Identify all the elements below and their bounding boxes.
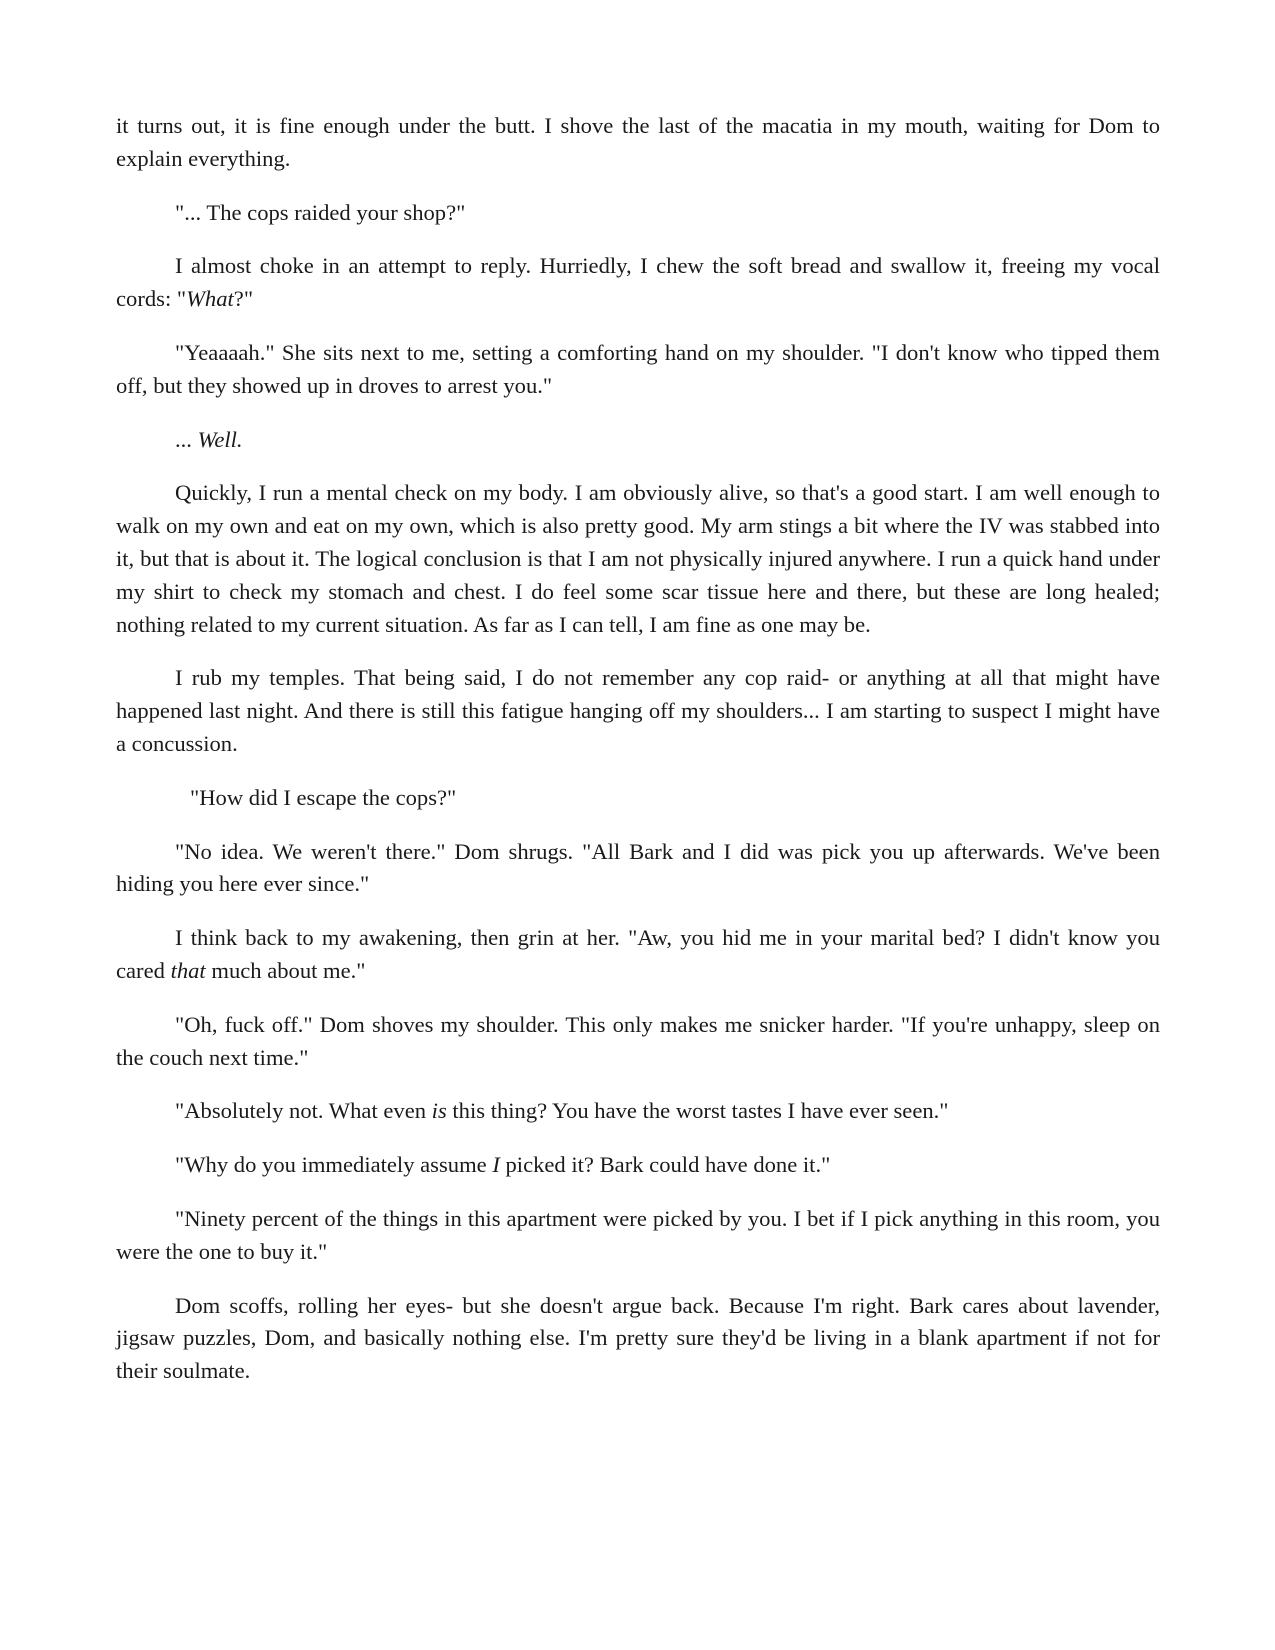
paragraph (116, 782, 1160, 815)
text-span: I rub my temples. That being said, I do not remember any cop raid- or anything at all that might have happened last night. And there is still this fatigue hanging off my shoulders... I am starting to suspect I might have a concussion. (116, 665, 1160, 756)
paragraph (116, 477, 1160, 641)
italic-text-span: is (431, 1098, 447, 1124)
italic-text-span: Well. (197, 426, 243, 452)
paragraph (116, 1203, 1160, 1269)
text-span: "Why do you immediately assume (175, 1152, 493, 1178)
text-span: "Absolutely not. What even (175, 1098, 432, 1124)
paragraph (116, 662, 1160, 760)
paragraph (116, 1009, 1160, 1075)
text-span: "Ninety percent of the things in this apartment were picked by you. I bet if I pick anything in this room, you were the one to buy it." (116, 1205, 1160, 1264)
body-text (116, 110, 1160, 1409)
paragraph (116, 424, 1160, 457)
text-span: "How did I escape the cops?" (190, 784, 457, 810)
text-span: ... (175, 426, 198, 452)
paragraph (116, 1149, 1160, 1182)
paragraph (116, 110, 1160, 176)
text-span: much about me." (205, 957, 366, 983)
text-span: "... The cops raided your shop?" (175, 199, 466, 225)
paragraph (116, 922, 1160, 988)
text-span: I almost choke in an attempt to reply. Hurriedly, I chew the soft bread and swallow it, freeing my vocal cords: " (116, 253, 1160, 312)
text-span: "No idea. We weren't there." Dom shrugs. "All Bark and I did was pick you up afterwards. We've been hiding you here ever since." (116, 838, 1160, 897)
text-span: this thing? You have the worst tastes I have ever seen." (446, 1098, 949, 1124)
paragraph (116, 197, 1160, 230)
text-span: it turns out, it is fine enough under the butt. I shove the last of the macatia in my mouth, waiting for Dom to explain everything. (116, 113, 1160, 171)
text-span: ?" (233, 286, 254, 312)
text-span: "Oh, fuck off." Dom shoves my shoulder. This only makes me snicker harder. "If you're unhappy, sleep on the couch next time." (116, 1011, 1160, 1070)
paragraph (116, 337, 1160, 403)
italic-text-span: I (492, 1152, 500, 1178)
text-span: Dom scoffs, rolling her eyes- but she doesn't argue back. Because I'm right. Bark cares about lavender, jigsaw puzzles, Dom, and basically nothing else. I'm pretty sure they'd be living in a blank apartment if not for their soulmate. (116, 1292, 1160, 1384)
italic-text-span: What (186, 286, 234, 312)
paragraph (116, 250, 1160, 316)
text-span: picked it? Bark could have done it." (499, 1152, 831, 1178)
italic-text-span: that (170, 957, 206, 983)
paragraph (116, 836, 1160, 902)
paragraph (116, 1095, 1160, 1128)
text-span: "Yeaaaah." She sits next to me, setting a comforting hand on my shoulder. "I don't know who tipped them off, but they showed up in droves to arrest you." (116, 339, 1160, 398)
text-span: I think back to my awakening, then grin at her. "Aw, you hid me in your marital bed? I didn't know you cared (116, 925, 1160, 983)
paragraph (116, 1290, 1160, 1388)
text-span: Quickly, I run a mental check on my body. I am obviously alive, so that's a good start. I am well enough to walk on my own and eat on my own, which is also pretty good. My arm stings a bit where the IV was stabbed into it, but that is about it. The logical conclusion is that I am not physically injured anywhere. I run a quick hand under my shirt to check my stomach and chest. I do feel some scar tissue here and there, but these are long healed; nothing related to my current situation. As far as I can tell, I am fine as one may be. (116, 480, 1160, 637)
